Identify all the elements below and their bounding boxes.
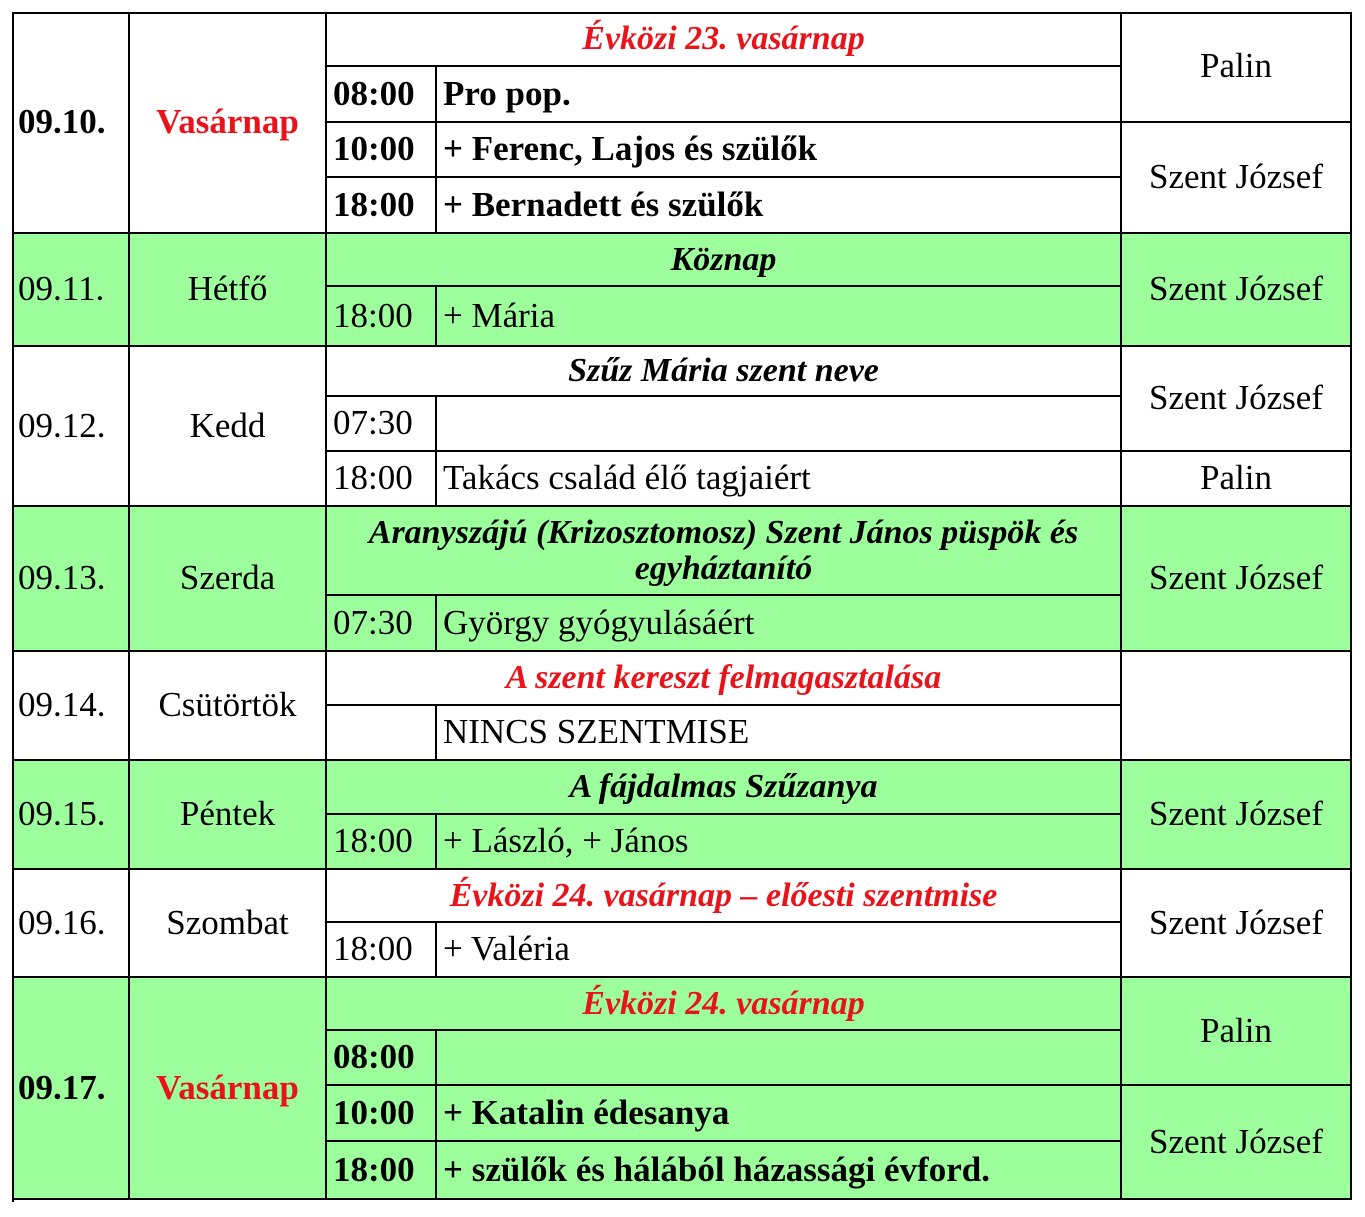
mass-intention (437, 397, 1122, 452)
place-cell-text: Szent József (1149, 269, 1323, 309)
feast-title (327, 870, 1122, 923)
mass-time (327, 1142, 437, 1200)
mass-intention-text: NINCS SZENTMISE (443, 712, 750, 752)
feast-title-text: Köznap (670, 240, 777, 278)
place-cell-text: Szent József (1149, 378, 1323, 418)
place-cell (1122, 1086, 1352, 1200)
mass-time-text: 18:00 (333, 458, 413, 498)
weekday-cell (130, 978, 327, 1200)
place-cell (1122, 12, 1352, 123)
mass-intention-text: + Valéria (443, 929, 570, 969)
mass-intention (437, 287, 1122, 347)
mass-intention (437, 706, 1122, 761)
mass-intention (437, 923, 1122, 978)
place-cell-text: Szent József (1149, 558, 1323, 598)
mass-time-text: 07:30 (333, 403, 413, 443)
mass-time-text: 18:00 (333, 821, 413, 861)
mass-time-text: 08:00 (333, 1037, 415, 1077)
mass-intention (437, 815, 1122, 870)
feast-title-text: Évközi 23. vasárnap (582, 19, 865, 57)
feast-title-text: A szent kereszt felmagasztalása (505, 659, 942, 697)
weekday-cell-text: Kedd (189, 405, 266, 445)
feast-title (327, 507, 1122, 596)
weekday-cell-text: Szombat (166, 902, 289, 942)
weekday-cell (130, 234, 327, 347)
feast-title (327, 234, 1122, 287)
place-cell-text: Palin (1200, 1010, 1272, 1050)
place-cell-text: Szent József (1149, 902, 1323, 942)
mass-time (327, 452, 437, 507)
mass-intention (437, 452, 1122, 507)
mass-time-text: 10:00 (333, 129, 415, 169)
date-cell-text: 09.11. (18, 269, 105, 309)
weekday-cell-text: Hétfő (187, 269, 268, 309)
mass-time (327, 706, 437, 761)
date-cell (12, 234, 130, 347)
feast-title (327, 761, 1122, 815)
mass-intention (437, 1086, 1122, 1142)
weekday-cell (130, 870, 327, 978)
place-cell-text: Szent József (1149, 794, 1323, 834)
weekday-cell (130, 507, 327, 652)
weekday-cell-text: Péntek (179, 794, 276, 834)
date-cell (12, 507, 130, 652)
place-cell (1122, 652, 1352, 761)
mass-time-text: 07:30 (333, 602, 413, 642)
mass-intention-text: + Mária (443, 295, 556, 335)
place-cell (1122, 234, 1352, 347)
mass-intention-text: + Ferenc, Lajos és szülők (443, 129, 818, 169)
weekday-cell-text: Vasárnap (156, 1067, 299, 1107)
date-cell-text: 09.13. (18, 558, 106, 598)
mass-time-text: 08:00 (333, 73, 415, 113)
mass-intention (437, 1142, 1122, 1200)
mass-time-text: 18:00 (333, 184, 415, 224)
weekday-cell-text: Szerda (179, 558, 276, 598)
mass-time (327, 1086, 437, 1142)
place-cell (1122, 870, 1352, 978)
mass-intention-text: + László, + János (443, 821, 689, 861)
mass-time (327, 923, 437, 978)
mass-time (327, 397, 437, 452)
mass-intention-text: + Bernadett és szülők (443, 184, 764, 224)
feast-title-text: Szűz Mária szent neve (568, 352, 879, 390)
mass-intention (437, 67, 1122, 123)
feast-title-text: Aranyszájú (Krizosztomosz) Szent János püspök és egyháztanító (368, 513, 1079, 587)
mass-time (327, 596, 437, 652)
mass-time (327, 123, 437, 178)
mass-intention (437, 123, 1122, 178)
mass-schedule-table (12, 12, 1352, 1202)
place-cell (1122, 761, 1352, 870)
weekday-cell (130, 347, 327, 507)
date-cell (12, 347, 130, 507)
mass-time-text: 18:00 (333, 295, 413, 335)
date-cell (12, 870, 130, 978)
weekday-cell (130, 652, 327, 761)
mass-time (327, 178, 437, 234)
feast-title (327, 12, 1122, 67)
place-cell (1122, 978, 1352, 1086)
mass-time-text: 18:00 (333, 929, 413, 969)
mass-time (327, 67, 437, 123)
feast-title-text: Évközi 24. vasárnap (582, 984, 865, 1022)
date-cell (12, 12, 130, 234)
place-cell (1122, 452, 1352, 507)
date-cell (12, 761, 130, 870)
date-cell-text: 09.16. (18, 902, 106, 942)
feast-title (327, 347, 1122, 397)
mass-intention-text: + szülők és hálából házassági évford. (443, 1149, 990, 1189)
feast-title-text: A fájdalmas Szűzanya (569, 768, 878, 806)
place-cell-text: Szent József (1149, 1121, 1323, 1161)
place-cell-text: Szent József (1149, 157, 1323, 197)
place-cell (1122, 507, 1352, 652)
weekday-cell-text: Csütörtök (158, 685, 297, 725)
place-cell (1122, 123, 1352, 234)
date-cell-text: 09.10. (18, 101, 106, 141)
place-cell (1122, 347, 1352, 452)
mass-intention-text: György gyógyulásáért (443, 602, 755, 642)
mass-intention (437, 178, 1122, 234)
date-cell-text: 09.14. (18, 685, 106, 725)
feast-title-text: Évközi 24. vasárnap – előesti szentmise (449, 876, 998, 914)
weekday-cell-text: Vasárnap (156, 101, 299, 141)
mass-time-text: 10:00 (333, 1092, 415, 1132)
place-cell-text: Palin (1200, 458, 1272, 498)
date-cell-text: 09.12. (18, 405, 106, 445)
date-cell-text: 09.17. (18, 1067, 106, 1107)
mass-intention-text: + Katalin édesanya (443, 1092, 730, 1132)
mass-intention-text: Pro pop. (443, 73, 571, 113)
date-cell-text: 09.15. (18, 794, 106, 834)
mass-time (327, 815, 437, 870)
feast-title (327, 978, 1122, 1031)
mass-intention (437, 1031, 1122, 1086)
date-cell (12, 978, 130, 1200)
date-cell (12, 652, 130, 761)
mass-time-text: 18:00 (333, 1149, 415, 1189)
mass-intention-text: Takács család élő tagjaiért (443, 458, 811, 498)
weekday-cell (130, 12, 327, 234)
mass-intention (437, 596, 1122, 652)
weekday-cell (130, 761, 327, 870)
mass-time (327, 1031, 437, 1086)
place-cell-text: Palin (1200, 46, 1272, 86)
feast-title (327, 652, 1122, 706)
mass-time (327, 287, 437, 347)
